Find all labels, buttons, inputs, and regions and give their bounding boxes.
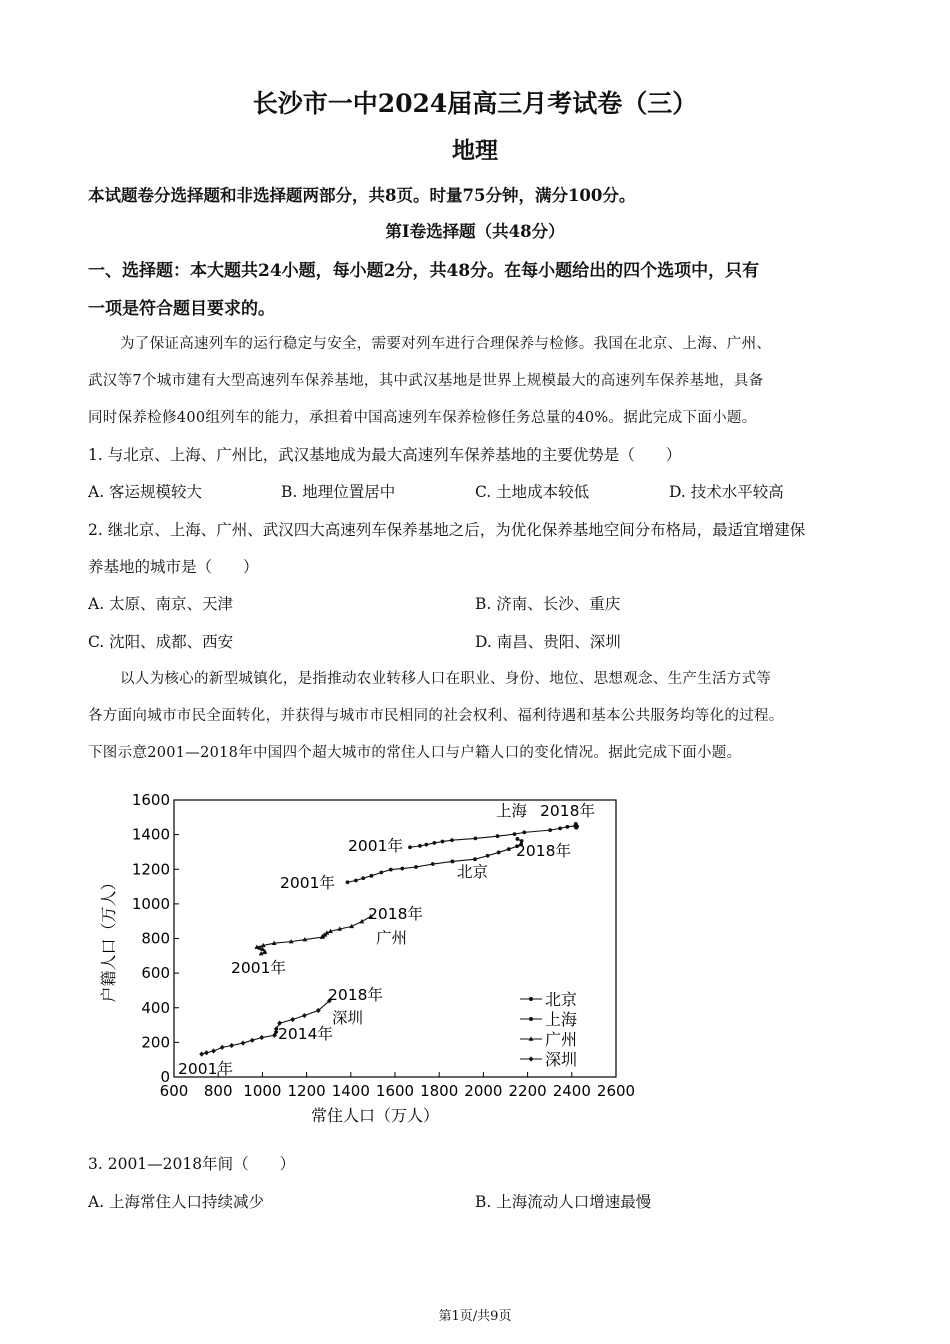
data-point bbox=[441, 840, 445, 844]
data-point bbox=[432, 841, 436, 845]
data-point bbox=[431, 862, 435, 866]
data-point bbox=[241, 1040, 246, 1045]
y-tick-label: 200 bbox=[141, 1033, 170, 1052]
passage2-line-1: 以人为核心的新型城镇化，是指推动农业转移人口在职业、身份、地位、思想观念、生产生活方式等 bbox=[120, 671, 772, 687]
x-tick-label: 2200 bbox=[508, 1082, 547, 1100]
data-point bbox=[369, 874, 373, 878]
question-1-option-a[interactable]: A. 客运规模较大 bbox=[88, 483, 203, 501]
question-1-option-c[interactable]: C. 土地成本较低 bbox=[475, 483, 590, 501]
data-point bbox=[451, 860, 455, 864]
x-tick-label: 1000 bbox=[243, 1082, 282, 1100]
data-point bbox=[496, 834, 500, 838]
data-point bbox=[522, 830, 526, 834]
data-point bbox=[507, 847, 511, 851]
data-point bbox=[211, 1048, 216, 1053]
x-tick-label: 600 bbox=[159, 1082, 189, 1100]
data-point bbox=[290, 1017, 295, 1022]
passage1-line-3: 同时保养检修400组列车的能力，承担着中国高速列车保养检修任务总量的40%。据此完成下面小题。 bbox=[88, 410, 757, 426]
legend-label: 北京 bbox=[545, 990, 578, 1009]
data-point bbox=[548, 828, 552, 832]
y-tick-label: 600 bbox=[141, 964, 170, 983]
data-point bbox=[450, 838, 454, 842]
x-tick-label: 1400 bbox=[331, 1082, 370, 1100]
series-line-2 bbox=[257, 917, 371, 954]
question-1-option-b[interactable]: B. 地理位置居中 bbox=[281, 483, 396, 501]
y-tick-label: 1200 bbox=[131, 860, 170, 879]
exam-intro: 本试题卷分选择题和非选择题两部分，共8页。时量75分钟，满分100分。 bbox=[88, 186, 636, 205]
question-2-option-b[interactable]: B. 济南、长沙、重庆 bbox=[475, 595, 621, 613]
data-point bbox=[513, 832, 517, 836]
data-point bbox=[259, 1035, 264, 1040]
shanghai-start-label: 2001年 bbox=[348, 837, 403, 855]
data-point bbox=[302, 1013, 307, 1018]
guangzhou-name-label: 广州 bbox=[376, 929, 408, 947]
data-point bbox=[250, 1038, 255, 1043]
guangzhou-end-label: 2018年 bbox=[368, 905, 423, 923]
legend-label: 深圳 bbox=[545, 1050, 578, 1069]
subject-title: 地理 bbox=[452, 137, 498, 164]
guangzhou-start-label: 2001年 bbox=[231, 959, 286, 977]
instruction-line-2: 一项是符合题目要求的。 bbox=[88, 299, 275, 319]
data-point bbox=[418, 844, 422, 848]
question-2-option-a[interactable]: A. 太原、南京、天津 bbox=[88, 595, 234, 613]
legend-marker bbox=[529, 997, 533, 1001]
data-point bbox=[497, 851, 501, 855]
data-point bbox=[400, 867, 404, 871]
question-2-option-c[interactable]: C. 沈阳、成都、西安 bbox=[88, 633, 234, 651]
question-3-option-b[interactable]: B. 上海流动人口增速最慢 bbox=[475, 1193, 652, 1211]
data-point bbox=[354, 879, 358, 883]
shenzhen-name-label: 深圳 bbox=[332, 1009, 364, 1027]
x-tick-label: 1600 bbox=[375, 1082, 415, 1100]
y-tick-label: 800 bbox=[141, 929, 170, 948]
question-3-stem: 3. 2001—2018年间（ ） bbox=[88, 1155, 296, 1173]
beijing-start-label: 2001年 bbox=[280, 874, 335, 892]
question-2-option-d[interactable]: D. 南昌、贵阳、深圳 bbox=[475, 633, 621, 651]
passage2-line-3: 下图示意2001—2018年中国四个超大城市的常住人口与户籍人口的变化情况。据此完成下面小题。 bbox=[88, 745, 742, 761]
data-point bbox=[220, 1045, 225, 1050]
exam-title: 长沙市一中2024届高三月考试卷（三） bbox=[252, 89, 698, 118]
data-point bbox=[389, 868, 393, 872]
x-tick-label: 2400 bbox=[552, 1082, 591, 1100]
shenzhen-start-label: 2001年 bbox=[178, 1060, 233, 1078]
x-tick-label: 1800 bbox=[420, 1082, 459, 1100]
data-point bbox=[199, 1052, 204, 1057]
chart-plot bbox=[99, 791, 635, 1125]
shenzhen-mid-label: 2014年 bbox=[278, 1025, 333, 1043]
data-point bbox=[229, 1043, 234, 1048]
data-point bbox=[361, 876, 365, 880]
population-chart bbox=[90, 780, 650, 1130]
beijing-end-label: 2018年 bbox=[516, 842, 571, 860]
x-axis-title: 常住人口（万人） bbox=[310, 1106, 440, 1125]
data-point bbox=[424, 843, 428, 847]
data-point bbox=[558, 826, 562, 830]
beijing-name-label: 北京 bbox=[457, 863, 489, 881]
data-point bbox=[473, 857, 477, 861]
y-tick-label: 0 bbox=[160, 1068, 170, 1086]
question-2-stem-line-1: 2. 继北京、上海、广州、武汉四大高速列车保养基地之后，为优化保养基地空间分布格局，最适宜增建保 bbox=[88, 521, 806, 539]
data-point bbox=[516, 837, 520, 841]
y-tick-label: 400 bbox=[141, 998, 170, 1017]
question-1-stem: 1. 与北京、上海、广州比，武汉基地成为最大高速列车保养基地的主要优势是（ ） bbox=[88, 446, 682, 464]
data-point bbox=[575, 825, 579, 829]
shenzhen-end-label: 2018年 bbox=[328, 986, 383, 1004]
shanghai-name-label: 上海 bbox=[496, 802, 528, 820]
passage1-line-1: 为了保证高速列车的运行稳定与安全，需要对列车进行合理保养与检修。我国在北京、上海、广州、 bbox=[120, 336, 772, 352]
data-point bbox=[486, 854, 490, 858]
question-3-option-a[interactable]: A. 上海常住人口持续减少 bbox=[88, 1193, 265, 1211]
x-tick-label: 1200 bbox=[287, 1082, 326, 1100]
legend-label: 上海 bbox=[545, 1010, 578, 1029]
x-tick-label: 2000 bbox=[464, 1082, 503, 1100]
legend-marker bbox=[529, 1056, 534, 1061]
y-tick-label: 1600 bbox=[131, 791, 170, 809]
shanghai-end-label: 2018年 bbox=[540, 802, 595, 820]
passage2-line-2: 各方面向城市市民全面转化，并获得与城市市民相同的社会权利、福利待遇和基本公共服务均等化的过程。 bbox=[88, 708, 784, 724]
data-point bbox=[379, 871, 383, 875]
y-tick-label: 1000 bbox=[131, 894, 170, 913]
data-point bbox=[408, 845, 412, 849]
legend-marker bbox=[529, 1017, 533, 1021]
section-heading: 第Ⅰ卷选择题（共48分） bbox=[385, 222, 565, 241]
x-tick-label: 2600 bbox=[596, 1082, 636, 1100]
instruction-line-1: 一、选择题：本大题共24小题，每小题2分，共48分。在每小题给出的四个选项中，只有 bbox=[88, 261, 760, 281]
passage1-line-2: 武汉等7个城市建有大型高速列车保养基地，其中武汉基地是世界上规模最大的高速列车保养基地，具备 bbox=[88, 373, 764, 389]
legend-label: 广州 bbox=[545, 1030, 578, 1049]
question-2-stem-line-2: 养基地的城市是（ ） bbox=[88, 558, 259, 576]
data-point bbox=[565, 825, 569, 829]
data-point bbox=[414, 865, 418, 869]
data-point bbox=[474, 837, 478, 841]
page-footer: 第1页/共9页 bbox=[438, 1309, 512, 1324]
y-tick-label: 1400 bbox=[131, 825, 170, 844]
question-1-option-d[interactable]: D. 技术水平较高 bbox=[669, 483, 784, 501]
x-tick-label: 800 bbox=[203, 1082, 233, 1100]
y-axis-title: 户籍人口（万人） bbox=[99, 874, 118, 1003]
data-point bbox=[346, 880, 350, 884]
data-point bbox=[204, 1050, 209, 1055]
